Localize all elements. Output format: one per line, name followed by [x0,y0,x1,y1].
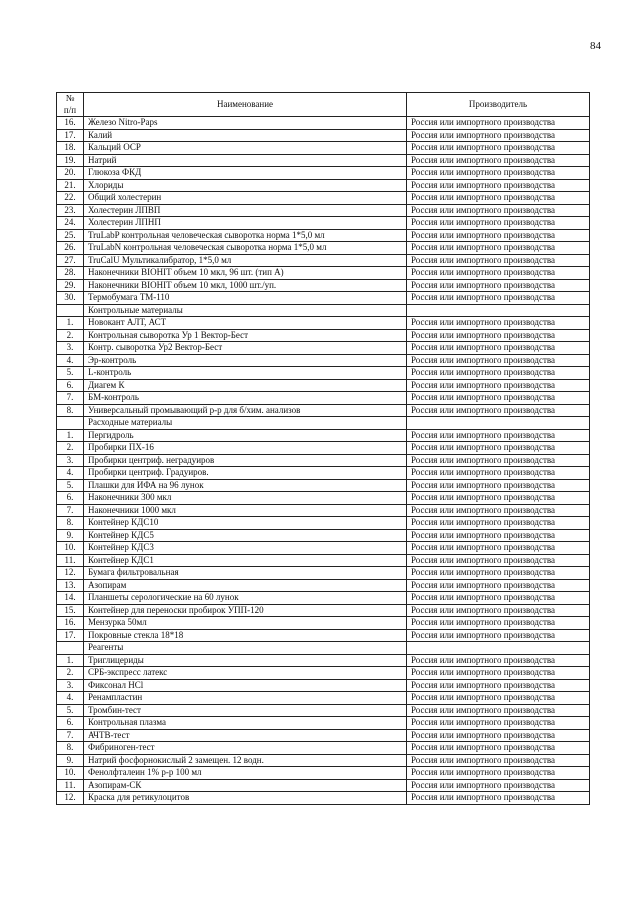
row-manufacturer: Россия или импортного производства [407,204,590,217]
row-manufacturer: Россия или импортного производства [407,192,590,205]
table-row [57,329,590,342]
row-name: Азопирам [84,579,407,592]
row-number: 28. [57,267,84,280]
table-row [57,792,590,805]
table-row [57,442,590,455]
row-name: Контрольная сыворотка Ур 1 Вектор-Бест [84,329,407,342]
row-manufacturer: Россия или импортного производства [407,617,590,630]
row-name: Контейнер КДС1 [84,554,407,567]
table-row [57,742,590,755]
row-number: 25. [57,229,84,242]
row-number: 11. [57,554,84,567]
row-number [57,642,84,655]
row-name: Новокант АЛТ, АСТ [84,317,407,330]
row-manufacturer: Россия или импортного производства [407,404,590,417]
row-name: Фибриноген-тест [84,742,407,755]
table-row [57,154,590,167]
row-manufacturer: Россия или импортного производства [407,567,590,580]
row-name: TruLabN контрольная человеческая сыворотка норма 1*5,0 мл [84,242,407,255]
row-number: 22. [57,192,84,205]
row-manufacturer: Россия или импортного производства [407,654,590,667]
section-header-row [57,642,590,655]
row-number: 29. [57,279,84,292]
table-row [57,454,590,467]
row-manufacturer: Россия или импортного производства [407,742,590,755]
row-name: Железо Nitro-Paps [84,117,407,130]
table-row [57,717,590,730]
table-row [57,142,590,155]
row-name: Общий холестерин [84,192,407,205]
table-row [57,779,590,792]
row-name: Холестерин ЛПВП [84,204,407,217]
row-manufacturer: Россия или импортного производства [407,467,590,480]
row-number: 2. [57,667,84,680]
row-name: Пергидроль [84,429,407,442]
table-row [57,367,590,380]
row-name: Плашки для ИФА на 96 лунок [84,479,407,492]
table-row [57,292,590,305]
table-body [57,117,590,805]
table-row [57,592,590,605]
row-number: 2. [57,329,84,342]
row-name: Контрольная плазма [84,717,407,730]
row-number: 23. [57,204,84,217]
row-manufacturer: Россия или импортного производства [407,254,590,267]
row-number: 5. [57,704,84,717]
row-number: 1. [57,317,84,330]
row-name: Тромбин-тест [84,704,407,717]
row-manufacturer: Россия или импортного производства [407,792,590,805]
row-number: 12. [57,567,84,580]
table-row [57,404,590,417]
table-row [57,342,590,355]
row-name: Пробирки центриф. Градуиров. [84,467,407,480]
row-name: Контейнер КДС3 [84,542,407,555]
table-row [57,542,590,555]
materials-table [56,92,590,805]
table-row [57,254,590,267]
row-number: 10. [57,542,84,555]
row-number: 16. [57,617,84,630]
row-manufacturer: Россия или импортного производства [407,542,590,555]
row-number: 6. [57,492,84,505]
row-name: Пробирки центриф. неградуиров [84,454,407,467]
row-name: АЧТВ-тест [84,729,407,742]
row-number: 4. [57,692,84,705]
table-row [57,629,590,642]
row-manufacturer: Россия или импортного производства [407,242,590,255]
row-manufacturer: Россия или импортного производства [407,267,590,280]
row-number: 8. [57,404,84,417]
row-number: 19. [57,154,84,167]
row-manufacturer: Россия или импортного производства [407,692,590,705]
row-number: 3. [57,454,84,467]
row-name: TruCalU Мультикалибратор, 1*5,0 мл [84,254,407,267]
table-row [57,204,590,217]
row-name: СРБ-экспресс латекс [84,667,407,680]
row-number: 5. [57,479,84,492]
row-manufacturer: Россия или импортного производства [407,479,590,492]
row-name: Кальций ОСР [84,142,407,155]
row-number: 15. [57,604,84,617]
table-row [57,117,590,130]
table-row [57,467,590,480]
row-name: Диагем К [84,379,407,392]
row-name: Краска для ретикулоцитов [84,792,407,805]
row-number: 9. [57,754,84,767]
row-number: 27. [57,254,84,267]
row-manufacturer: Россия или импортного производства [407,729,590,742]
row-number: 13. [57,579,84,592]
row-manufacturer: Россия или импортного производства [407,292,590,305]
row-manufacturer: Россия или импортного производства [407,767,590,780]
row-name: Наконечники 300 мкл [84,492,407,505]
row-manufacturer: Россия или импортного производства [407,717,590,730]
row-manufacturer: Россия или импортного производства [407,367,590,380]
table-row [57,167,590,180]
table-row [57,767,590,780]
row-name: Фенолфталеин 1% р-р 100 мл [84,767,407,780]
table-row [57,654,590,667]
table-row [57,479,590,492]
row-manufacturer: Россия или импортного производства [407,342,590,355]
row-manufacturer: Россия или импортного производства [407,604,590,617]
row-manufacturer: Россия или импортного производства [407,179,590,192]
page-number: 84 [590,40,601,52]
table-row [57,692,590,705]
row-manufacturer: Россия или импортного производства [407,317,590,330]
row-name: Контр. сыворотка Ур2 Вектор-Бест [84,342,407,355]
row-manufacturer: Россия или импортного производства [407,167,590,180]
row-number: 5. [57,367,84,380]
row-manufacturer: Россия или импортного производства [407,279,590,292]
row-number: 24. [57,217,84,230]
row-manufacturer: Россия или импортного производства [407,779,590,792]
row-name: Глюкоза ФКД [84,167,407,180]
table-row [57,679,590,692]
header-manufacturer: Производитель [407,93,590,117]
row-number: 20. [57,167,84,180]
row-number: 16. [57,117,84,130]
row-name: Натрий [84,154,407,167]
row-number: 6. [57,717,84,730]
row-name: Хлориды [84,179,407,192]
row-name: Реагенты [84,642,407,655]
row-number: 7. [57,392,84,405]
row-name: Триглицериды [84,654,407,667]
row-number: 8. [57,517,84,530]
table-row [57,617,590,630]
row-name: Покровные стекла 18*18 [84,629,407,642]
row-manufacturer: Россия или импортного производства [407,392,590,405]
row-number [57,417,84,430]
row-manufacturer: Россия или импортного производства [407,142,590,155]
row-name: Термобумага ТМ-110 [84,292,407,305]
row-name: Универсальный промывающий р-р для б/хим. анализов [84,404,407,417]
row-manufacturer: Россия или импортного производства [407,229,590,242]
table-row [57,392,590,405]
row-manufacturer [407,304,590,317]
table-header-row [57,93,590,117]
row-number: 4. [57,467,84,480]
row-manufacturer: Россия или импортного производства [407,429,590,442]
table-row [57,379,590,392]
row-number: 10. [57,767,84,780]
row-manufacturer [407,417,590,430]
table-row [57,554,590,567]
row-name: Азопирам-СК [84,779,407,792]
table-row [57,492,590,505]
row-name: Эр-контроль [84,354,407,367]
row-manufacturer: Россия или импортного производства [407,592,590,605]
row-number [57,304,84,317]
row-name: Мензурка 50мл [84,617,407,630]
row-number: 7. [57,504,84,517]
table-row [57,517,590,530]
row-name: Калий [84,129,407,142]
row-manufacturer: Россия или импортного производства [407,354,590,367]
row-name: Контейнер для переноски пробирок УПП-120 [84,604,407,617]
row-manufacturer: Россия или импортного производства [407,154,590,167]
row-number: 12. [57,792,84,805]
table-row [57,667,590,680]
row-number: 21. [57,179,84,192]
row-name: Фиксонал HCl [84,679,407,692]
row-name: TruLabP контрольная человеческая сыворотка норма 1*5,0 мл [84,229,407,242]
table-row [57,129,590,142]
section-header-row [57,304,590,317]
section-header-row [57,417,590,430]
row-manufacturer [407,642,590,655]
row-name: Контейнер КДС10 [84,517,407,530]
row-number: 17. [57,629,84,642]
header-number-line1: № [65,93,75,103]
row-number: 9. [57,529,84,542]
row-number: 7. [57,729,84,742]
row-manufacturer: Россия или импортного производства [407,217,590,230]
row-name: Пробирки ПХ-16 [84,442,407,455]
row-name: Планшеты серологические на 60 лунок [84,592,407,605]
row-name: Бумага фильтровальная [84,567,407,580]
table-row [57,192,590,205]
table-row [57,604,590,617]
row-number: 2. [57,442,84,455]
table-row [57,504,590,517]
row-manufacturer: Россия или импортного производства [407,442,590,455]
row-number: 3. [57,679,84,692]
row-name: Контейнер КДС5 [84,529,407,542]
row-number: 26. [57,242,84,255]
row-name: L-контроль [84,367,407,380]
row-manufacturer: Россия или импортного производства [407,492,590,505]
row-name: Наконечники BIOHIT объем 10 мкл, 96 шт. (тип А) [84,267,407,280]
row-manufacturer: Россия или импортного производства [407,629,590,642]
header-number [57,93,84,117]
row-manufacturer: Россия или импортного производства [407,129,590,142]
table-row [57,279,590,292]
row-number: 3. [57,342,84,355]
table-row [57,529,590,542]
row-name: Расходные материалы [84,417,407,430]
table-row [57,317,590,330]
row-name: Наконечники 1000 мкл [84,504,407,517]
table-row [57,242,590,255]
table-row [57,179,590,192]
row-name: Контрольные материалы [84,304,407,317]
row-number: 1. [57,654,84,667]
row-manufacturer: Россия или импортного производства [407,529,590,542]
row-name: Наконечники BIOHIT объем 10 мкл, 1000 шт./уп. [84,279,407,292]
row-number: 6. [57,379,84,392]
row-name: БМ-контроль [84,392,407,405]
row-manufacturer: Россия или импортного производства [407,517,590,530]
row-number: 1. [57,429,84,442]
row-number: 30. [57,292,84,305]
row-number: 8. [57,742,84,755]
row-manufacturer: Россия или импортного производства [407,704,590,717]
table-row [57,267,590,280]
table-row [57,229,590,242]
table-row [57,354,590,367]
row-name: Ренампластин [84,692,407,705]
table-row [57,567,590,580]
header-name: Наименование [84,93,407,117]
table-row [57,729,590,742]
row-name: Натрий фосфорнокислый 2 замещен. 12 водн. [84,754,407,767]
table-row [57,579,590,592]
table-row [57,217,590,230]
row-manufacturer: Россия или импортного производства [407,579,590,592]
table-row [57,429,590,442]
row-number: 17. [57,129,84,142]
row-number: 18. [57,142,84,155]
row-manufacturer: Россия или импортного производства [407,679,590,692]
row-manufacturer: Россия или импортного производства [407,754,590,767]
row-number: 4. [57,354,84,367]
row-manufacturer: Россия или импортного производства [407,379,590,392]
row-number: 14. [57,592,84,605]
header-number-line2: п/п [63,104,77,115]
row-number: 11. [57,779,84,792]
row-manufacturer: Россия или импортного производства [407,329,590,342]
row-name: Холестерин ЛПНП [84,217,407,230]
row-manufacturer: Россия или импортного производства [407,454,590,467]
table-row [57,704,590,717]
row-manufacturer: Россия или импортного производства [407,667,590,680]
row-manufacturer: Россия или импортного производства [407,554,590,567]
row-manufacturer: Россия или импортного производства [407,117,590,130]
table-row [57,754,590,767]
row-manufacturer: Россия или импортного производства [407,504,590,517]
